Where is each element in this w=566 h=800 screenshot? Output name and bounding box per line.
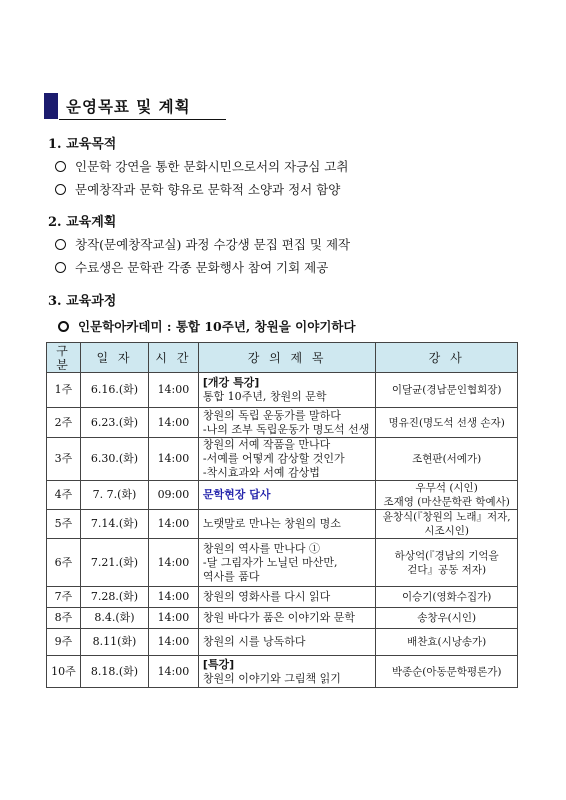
topic-line: 창원의 시를 낭독하다: [202, 635, 306, 648]
date-cell: 8.18.(화): [80, 656, 148, 688]
time-cell: 14:00: [148, 408, 198, 438]
heading-education-purpose: 1. 교육목적: [48, 137, 117, 152]
topic-cell: [198, 587, 375, 608]
topic-highlight: 문학현장 답사: [202, 488, 271, 501]
week-cell: 3주: [47, 438, 81, 481]
topic-cell: [198, 656, 375, 688]
table-row: [47, 587, 518, 608]
topic-line: 창원 바다가 품은 이야기와 문학: [202, 611, 356, 624]
header-lecturer: 강 사: [376, 343, 518, 373]
lecturer-cell: [376, 608, 518, 629]
table-row: [47, 510, 518, 539]
week-cell: 8주: [47, 608, 81, 629]
topic-cell: [198, 539, 375, 587]
table-row: [47, 539, 518, 587]
date-cell: 7.14.(화): [80, 510, 148, 539]
topic-line: -나의 조부 독립운동가 명도석 선생: [202, 422, 370, 436]
lecturer-line: 조현판(서예가): [412, 453, 482, 465]
time-cell: 14:00: [148, 539, 198, 587]
list-item: 수료생은 문학관 각종 문화행사 참여 기회 제공: [55, 258, 328, 276]
lecturer-cell: [376, 539, 518, 587]
lecturer-line: 걷다』공동 저자): [407, 563, 487, 576]
topic-line: 창원의 이야기와 그림책 읽기: [202, 671, 341, 685]
list-item: 문예창작과 문학 향유로 문학적 소양과 정서 함양: [55, 180, 340, 198]
time-cell: 14:00: [148, 587, 198, 608]
week-cell: 10주: [47, 656, 81, 688]
topic-line: 창원의 영화사를 다시 읽다: [202, 590, 331, 603]
week-cell: 7주: [47, 587, 81, 608]
table-row: [47, 438, 518, 481]
circle-bullet-icon: [55, 239, 66, 250]
week-cell: 9주: [47, 629, 81, 656]
table-row: [47, 608, 518, 629]
section-title: [44, 93, 226, 119]
lecturer-line: 우무석 (시인): [415, 482, 478, 494]
table-row: [47, 481, 518, 510]
week-cell: 6주: [47, 539, 81, 587]
week-cell: 4주: [47, 481, 81, 510]
topic-line: 노랫말로 만나는 창원의 명소: [202, 517, 341, 530]
date-cell: 6.23.(화): [80, 408, 148, 438]
topic-tag: [개강 특강]: [202, 376, 260, 389]
topic-cell: [198, 481, 375, 510]
lecturer-cell: [376, 408, 518, 438]
lecturer-line: 시조시인): [424, 525, 469, 537]
topic-line: -서예를 어떻게 감상할 것인가: [202, 452, 345, 465]
lecturer-line: 윤창식(『창원의 노래』저자,: [382, 511, 511, 523]
topic-cell: [198, 629, 375, 656]
topic-tag: [특강]: [202, 657, 235, 671]
time-cell: 14:00: [148, 629, 198, 656]
time-cell: 14:00: [148, 438, 198, 481]
lecturer-line: 조재영 (마산문학관 학예사): [383, 496, 510, 508]
circle-bullet-icon: [55, 161, 66, 172]
time-cell: 14:00: [148, 373, 198, 408]
topic-cell: [198, 608, 375, 629]
table-row: [47, 629, 518, 656]
time-cell: 14:00: [148, 510, 198, 539]
lecturer-line: 배찬효(시낭송가): [407, 636, 487, 648]
lecturer-cell: [376, 629, 518, 656]
topic-cell: [198, 373, 375, 408]
topic-cell: [198, 438, 375, 481]
lecturer-line: 하상억(『경남의 기억을: [394, 549, 499, 562]
table-body: [47, 373, 518, 688]
header-date: 일 자: [80, 343, 148, 373]
date-cell: 7.21.(화): [80, 539, 148, 587]
page-title: 운영목표 및 계획: [66, 97, 191, 116]
lecturer-cell: [376, 438, 518, 481]
title-marker: [44, 93, 58, 119]
topic-line: 역사를 품다: [202, 569, 260, 583]
topic-line: -달 그림자가 노닐던 마산만,: [202, 555, 338, 569]
list-item: 인문학 강연을 통한 문화시민으로서의 자긍심 고취: [55, 157, 348, 175]
lecturer-line: 박종순(아동문학평론가): [391, 665, 502, 678]
lecturer-cell: [376, 587, 518, 608]
date-cell: 6.16.(화): [80, 373, 148, 408]
topic-line: -착시효과와 서예 감상법: [202, 466, 320, 479]
topic-line: 창원의 독립 운동가를 말하다: [202, 408, 341, 422]
lecturer-line: 이승기(영화수집가): [402, 591, 492, 603]
table-row: [47, 373, 518, 408]
lecturer-line: 이달균(경남문인협회장): [391, 384, 502, 396]
lecturer-cell: [376, 481, 518, 510]
topic-line: 통합 10주년, 창원의 문학: [202, 390, 327, 403]
lecturer-line: 송창우(시인): [417, 612, 477, 624]
heading-education-plan: 2. 교육계획: [48, 215, 117, 230]
lecturer-cell: [376, 656, 518, 688]
circle-bullet-icon: [55, 184, 66, 195]
time-cell: 09:00: [148, 481, 198, 510]
date-cell: 8.4.(화): [80, 608, 148, 629]
program-title: 인문학아카데미 : 통합 10주년, 창원을 이야기하다: [58, 317, 356, 335]
topic-cell: [198, 510, 375, 539]
header-week: 구분: [47, 343, 81, 373]
lecturer-cell: [376, 510, 518, 539]
date-cell: 7. 7.(화): [80, 481, 148, 510]
header-time: 시 간: [148, 343, 198, 373]
week-cell: 1주: [47, 373, 81, 408]
heading-curriculum: 3. 교육과정: [48, 294, 117, 309]
date-cell: 6.30.(화): [80, 438, 148, 481]
table-row: [47, 408, 518, 438]
week-cell: 2주: [47, 408, 81, 438]
lecturer-line: 명유진(명도석 선생 손자): [388, 416, 505, 429]
list-item: 창작(문예창작교실) 과정 수강생 문집 편집 및 제작: [55, 235, 350, 253]
lecturer-cell: [376, 373, 518, 408]
date-cell: 8.11(화): [80, 629, 148, 656]
time-cell: 14:00: [148, 608, 198, 629]
header-topic: 강 의 제 목: [198, 343, 375, 373]
circle-bullet-icon: [55, 262, 66, 273]
date-cell: 7.28.(화): [80, 587, 148, 608]
topic-line: 창원의 서예 작품을 만나다: [202, 438, 331, 451]
table-row: [47, 656, 518, 688]
week-cell: 5주: [47, 510, 81, 539]
circle-bullet-icon: [58, 321, 69, 332]
title-underline: [59, 119, 226, 120]
time-cell: 14:00: [148, 656, 198, 688]
schedule-table: [46, 342, 518, 688]
table-header-row: [47, 343, 518, 373]
topic-cell: [198, 408, 375, 438]
topic-line: 창원의 역사를 만나다 ①: [202, 541, 321, 555]
